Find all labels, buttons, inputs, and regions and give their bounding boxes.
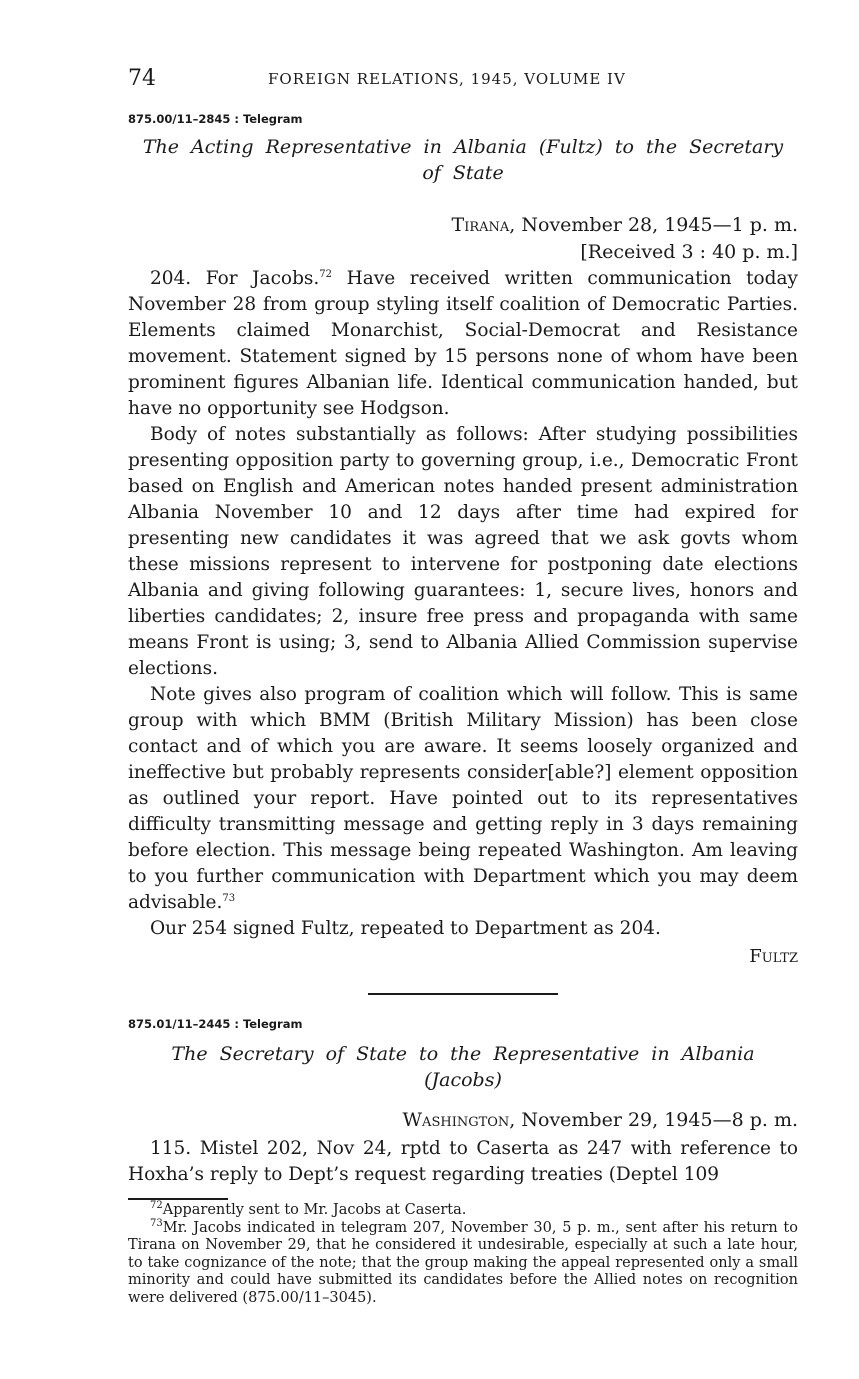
dateline-1 — [128, 212, 798, 239]
footnote-text: Apparently sent to Mr. Jacobs at Caserta. — [162, 1202, 467, 1218]
paragraph: Our 254 signed Fultz, repeated to Department as 204. — [150, 918, 661, 939]
footnote-number: 72 — [150, 1200, 163, 1212]
footnote-divider — [128, 1198, 228, 1200]
footnote — [128, 1217, 798, 1308]
telegram-body-1 — [128, 266, 798, 942]
footnote-ref: 72 — [319, 268, 333, 280]
received-line: [Received 3 : 40 p. m.] — [580, 241, 798, 263]
paragraph-text: Note gives also program of coalition which will follow. This is same group with which BMM (British Military Mission) has been close contact and of which you are aware. It seems loosely organized and ineffective but probably represents consider[able?] element opposition as outlined your report. Have pointed out to its representatives difficulty transmitting message and getting reply in 3 days remaining before election. This message being repeated Washington. Am leaving to you further communication with Department which you may deem advisable. — [128, 684, 798, 913]
footnotes — [128, 1202, 798, 1307]
dateline-place-1: Tirana — [451, 214, 510, 236]
paragraph — [128, 682, 798, 916]
paragraph — [128, 266, 798, 422]
signature: Fultz — [749, 946, 798, 967]
running-head: FOREIGN RELATIONS, 1945, VOLUME IV — [268, 70, 626, 88]
document-title-1: The Acting Representative in Albania (Fultz) to the Secretary of State — [142, 136, 784, 184]
footnote-ref: 73 — [222, 892, 236, 904]
page-header — [128, 64, 798, 98]
paragraph: Body of notes substantially as follows: After studying possibilities presenting opposition party to governing group, i.e., Democratic Front based on English and American notes handed present administration Albania November 10 and 12 days after time had expired for presenting new candidates it was agreed that we ask govts whom these missions represent to intervene for postponing date elections Albania and giving following guarantees: 1, secure lives, honors and liberties candidates; 2, insure free press and propaganda with same means Front is using; 3, send to Albania Allied Commission supervise elections. — [128, 424, 798, 679]
footnote-text: Mr. Jacobs indicated in telegram 207, November 30, 5 p. m., sent after his return to Tirana on November 29, that he considered it undesirable, especially at such a late hour, to take cognizance of the note; that the group making the appeal represented only a small minority and could have submitted its candidates before the Allied notes on recognition were delivered (875.00/11–3045). — [128, 1219, 798, 1306]
paragraph-lead: 204. For Jacobs. — [150, 268, 320, 289]
document-title-2: The Secretary of State to the Representative in Albania (Jacobs) — [171, 1043, 755, 1091]
footnote — [128, 1202, 798, 1220]
section-divider — [368, 993, 558, 995]
document-page — [128, 64, 798, 1307]
file-reference-2: 875.01/11–2445 : Telegram — [128, 1017, 303, 1031]
dateline-date-2: , November 29, 1945—8 p. m. — [509, 1109, 798, 1131]
footnote-number: 73 — [150, 1217, 163, 1229]
dateline-place-2: Washington — [402, 1109, 510, 1131]
paragraph-text: Have received written communication today November 28 from group styling itself coalition of Democratic Parties. Elements claimed Monarchist, Social-Democrat and Resistance movement. Statement signed by 15 persons none of whom have been prominent figures Albanian life. Identical communication handed, but have no opportunity see Hodgson. — [128, 268, 799, 419]
file-reference-1: 875.00/11–2845 : Telegram — [128, 112, 303, 126]
dateline-2 — [128, 1107, 798, 1134]
page-number: 74 — [128, 66, 156, 91]
dateline-date-1: , November 28, 1945—1 p. m. — [509, 214, 798, 236]
paragraph: 115. Mistel 202, Nov 24, rptd to Caserta as 247 with reference to Hoxha’s reply to Dept’s request regarding treaties (Deptel 109 — [128, 1138, 798, 1185]
